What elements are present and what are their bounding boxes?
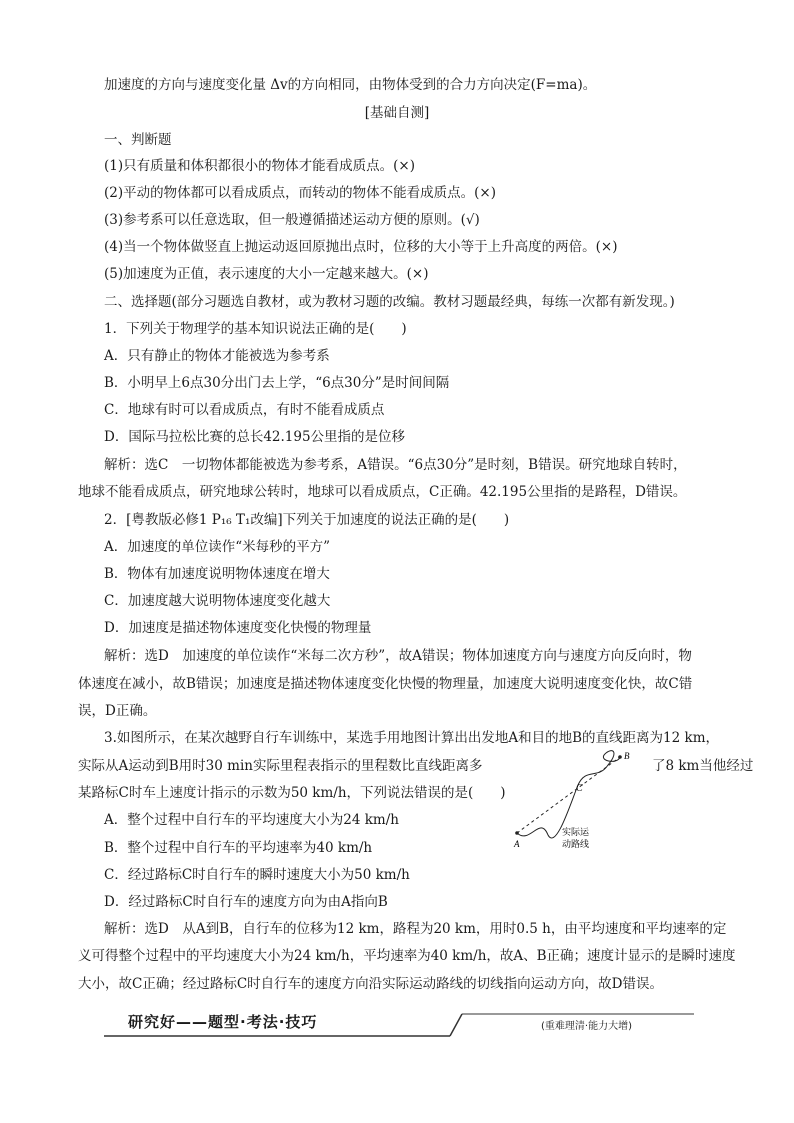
explanation-line: 解析：选D 加速度的单位读作“米每二次方秒”，故A错误；物体加速度方向与速度方向反向时，物: [104, 648, 692, 664]
section-banner: [104, 1009, 694, 1039]
judgement-item: (4)当一个物体做竖直上抛运动返回原抛出点时，位移的大小等于上升高度的两倍。(×): [104, 239, 618, 255]
label-b: B: [624, 751, 630, 761]
explanation-line: 地球不能看成质点，研究地球公转时，地球可以看成质点，C正确。42.195公里指的是路程，D错误。: [78, 484, 687, 500]
question-stem: 3.如图所示，在某次越野自行车训练中，某选手用地图计算出出发地A和目的地B的直线距离为12 km，: [104, 730, 720, 746]
option: C．经过路标C时自行车的瞬时速度大小为50 km/h: [104, 867, 410, 883]
label-c: C: [576, 783, 583, 794]
judgement-item: (3)参考系可以任意选取，但一般遵循描述运动方便的原则。(√): [104, 212, 480, 228]
point-b-dot: [618, 755, 622, 759]
subsection-heading: 二、选择题(部分习题选自教材，或为教材习题的改编。教材习题最经典，每练一次都有新发现。): [104, 294, 675, 310]
option: B．小明早上6点30分出门去上学，“6点30分”是时间间隔: [104, 375, 450, 391]
question-stem: 了8 km当他经过: [652, 758, 754, 774]
text-line: 加速度的方向与速度变化量 Δv的方向相同，由物体受到的合力方向决定(F=ma)。: [104, 77, 597, 93]
question-stem: 某路标C时车上速度计指示的示数为50 km/h，下列说法错误的是( ): [78, 785, 506, 801]
legend-text: 实际运: [562, 828, 590, 838]
explanation-line: 误，D正确。: [78, 703, 157, 719]
legend-text: 动路线: [562, 840, 590, 850]
option: D．国际马拉松比赛的总长42.195公里指的是位移: [104, 429, 406, 445]
option: A．整个过程中自行车的平均速度大小为24 km/h: [104, 812, 399, 828]
explanation-line: 解析：选C 一切物体都能被选为参考系，A错误。“6点30分”是时刻，B错误。研究地球自转时，: [104, 457, 687, 473]
actual-route-curve: [517, 751, 620, 838]
question-stem: 2．[粤教版必修1 P₁₆ T₁改编]下列关于加速度的说法正确的是( ): [104, 512, 510, 528]
option: B．整个过程中自行车的平均速率为40 km/h: [104, 840, 373, 856]
subsection-heading: 一、判断题: [104, 132, 172, 148]
label-a: A: [514, 839, 520, 849]
judgement-item: (5)加速度为正值，表示速度的大小一定越来越大。(×): [104, 266, 429, 282]
option: C．地球有时可以看成质点，有时不能看成质点: [104, 402, 385, 418]
explanation-line: 大小，故C正确；经过路标C时自行车的速度方向沿实际运动路线的切线指向运动方向，故D错误。: [78, 976, 663, 992]
section-heading: [基础自测]: [364, 105, 430, 121]
option: D．加速度是描述物体速度变化快慢的物理量: [104, 620, 372, 636]
judgement-item: (2)平动的物体都可以看成质点，而转动的物体不能看成质点。(×): [104, 185, 496, 201]
explanation-line: 体速度在减小，故B错误；加速度是描述物体速度变化快慢的物理量，加速度大说明速度变化快，故C错: [78, 676, 693, 692]
option: D．经过路标C时自行车的速度方向为由A指向B: [104, 894, 388, 910]
option: B．物体有加速度说明物体速度在增大: [104, 566, 330, 582]
point-a-dot: [515, 831, 519, 835]
explanation-line: 义可得整个过程中的平均速度大小为24 km/h，平均速率为40 km/h，故A、B正确；速度计显示的是瞬时速度: [78, 948, 736, 964]
explanation-line: 解析：选D 从A到B，自行车的位移为12 km，路程为20 km，用时0.5 h，由平均速度和平均速率的定: [104, 921, 727, 937]
question-stem: 实际从A运动到B用时30 min实际里程表指示的里程数比直线距离多: [78, 758, 483, 774]
question-stem: 1．下列关于物理学的基本知识说法正确的是( ): [104, 321, 407, 337]
banner-subtitle: (重难理清·能力大增): [541, 1021, 632, 1032]
option: A．加速度的单位读作“米每秒的平方”: [104, 539, 331, 555]
judgement-item: (1)只有质量和体积都很小的物体才能看成质点。(×): [104, 158, 415, 174]
option: C．加速度越大说明物体速度变化越大: [104, 593, 331, 609]
route-diagram: [500, 745, 650, 857]
banner-title: 研究好——题型·考法·技巧: [128, 1013, 318, 1031]
option: A．只有静止的物体才能被选为参考系: [104, 348, 330, 364]
